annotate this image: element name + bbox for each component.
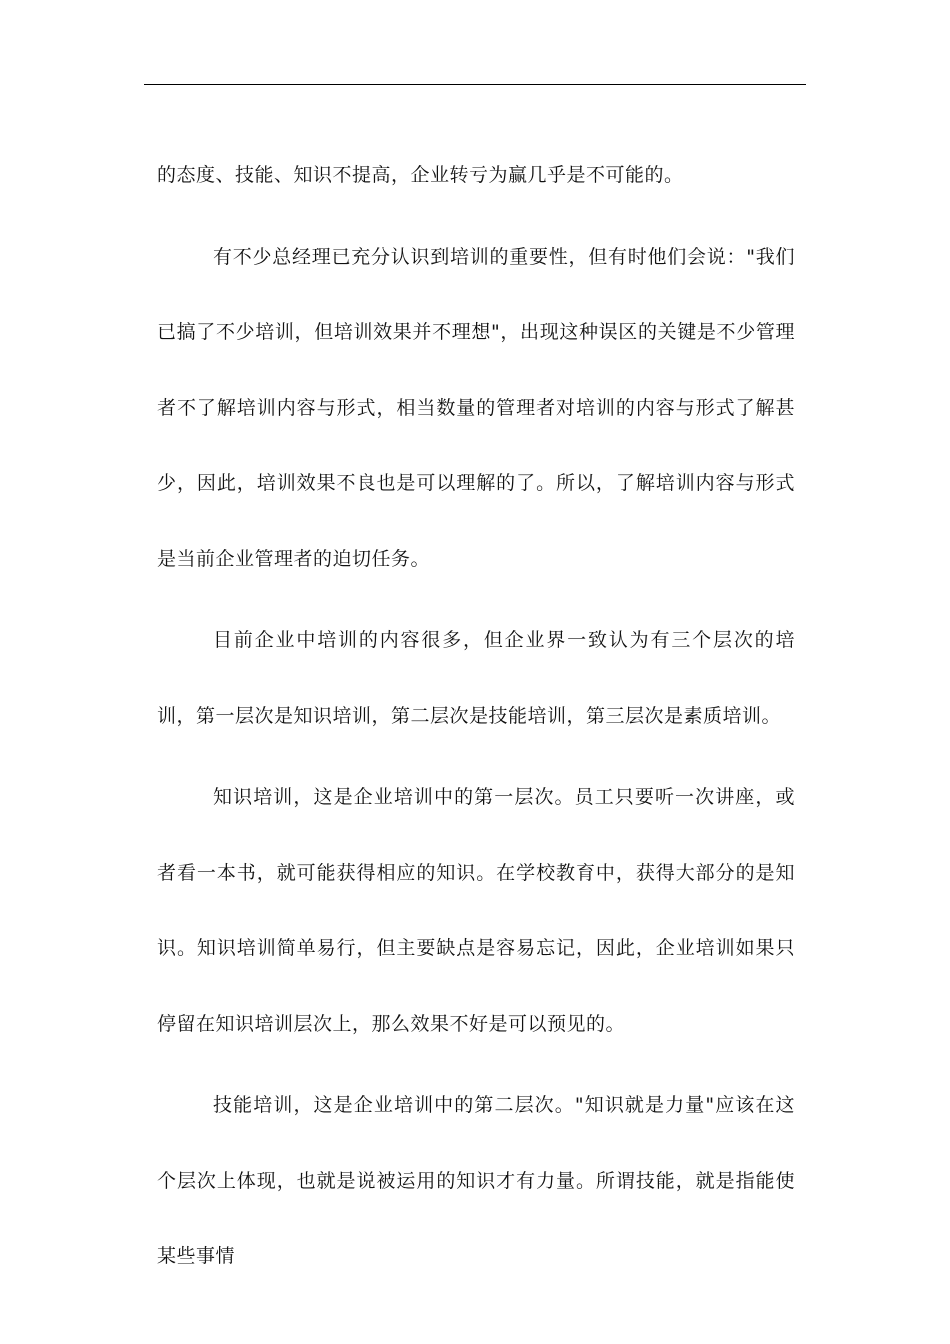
paragraph-knowledge-training: 知识培训，这是企业培训中的第一层次。员工只要听一次讲座，或者看一本书，就可能获得相应的知识。在学校教育中，获得大部分的是知识。知识培训简单易行，但主要缺点是容易忘记，因此，企业培训如果只停留在知识培训层次上，那么效果不好是可以预见的。 [157,786,795,1035]
header-rule [144,84,806,85]
paragraph-training-importance: 有不少总经理已充分认识到培训的重要性，但有时他们会说："我们已搞了不少培训，但培训效果并不理想"，出现这种误区的关键是不少管理者不了解培训内容与形式，相当数量的管理者对培训的内容与形式了解甚少，因此，培训效果不良也是可以理解的了。所以，了解培训内容与形式是当前企业管理者的迫切任务。 [157,245,795,570]
body-text [157,138,795,1301]
paragraph-three-levels: 目前企业中培训的内容很多，但企业界一致认为有三个层次的培训，第一层次是知识培训，第二层次是技能培训，第三层次是素质培训。 [157,629,795,727]
paragraph-continuation: 的态度、技能、知识不提高，企业转亏为赢几乎是不可能的。 [157,164,684,186]
paragraph-skill-training: 技能培训，这是企业培训中的第二层次。"知识就是力量"应该在这个层次上体现，也就是说被运用的知识才有力量。所谓技能，就是指能使某些事情 [157,1094,795,1267]
